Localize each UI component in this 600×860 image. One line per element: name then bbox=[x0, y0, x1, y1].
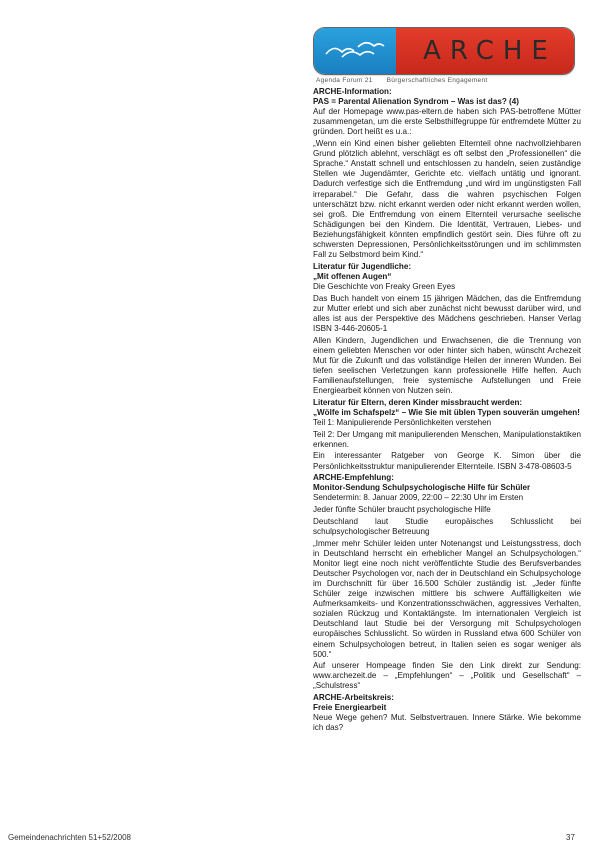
logo-blue-panel bbox=[314, 28, 396, 74]
section-heading: Monitor-Sendung Schulpsychologische Hilfe für Schüler bbox=[313, 483, 531, 493]
paragraph: Jeder fünfte Schüler braucht psychologische Hilfe bbox=[313, 505, 491, 515]
paragraph: „Wenn ein Kind einen bisher geliebten Elternteil ohne nachvollziehbaren Grund plötzlich ablehnt, verschlägt es oft selbst den „Professionellen“ die Sprache.“ Anstatt schnell und entschlossen zu handeln, seien zuständige Stellen wie Jugendämter, Gerichte etc. vielfach untätig und ignorant. Dadurch verfestige sich die Entfremdung „und wird im ungünstigsten Fall irreparabel.“ Die Gefahr, dass die wahren psychischen Folgen unterschätzt bzw. nicht erkannt werden oder nicht erkannt werden wollen, sei groß. Die Entfremdung von einem Elternteil verursache seelische Schädigungen bei den Kindern. Die Identität, Vertrauen, Liebes- und Beziehungsfähigkeit könnten empfindlich gestört sein. Dies führe oft zu schwersten Depressionen, Persönlichkeitsstörungen und im schlimmsten Fall zu Selbstmord beim Kind.“ bbox=[313, 139, 581, 260]
arche-logo bbox=[313, 27, 575, 75]
section-heading: ARCHE-Arbeitskreis: bbox=[313, 693, 394, 703]
paragraph: „Immer mehr Schüler leiden unter Notenangst und Leistungsstress, doch in Deutschland herrscht ein erheblicher Mangel an Schulpsychologen.“ Monitor liegt eine noch nicht veröffentlichte Studie des Berufsverbandes Deutscher Psychologen vor, nach der in Deutschland ein Schulpsychologe im Durchschnitt für über 16.500 Schüler zuständig ist. „Jeder fünfte Schüler zeige inzwischen mittlere bis schwere Auffälligkeiten wie Aufmerksamkeits- und Konzentrationsschwächen, aggressives Verhalten, sozialen Rückzug und Kontaktängste. Im internationalen Vergleich ist Deutschland laut Studie bei der Versorgung mit Schulpsychologen europäisches Schlusslicht. So würden in Russland etwa 600 Schüler von einem Schulpsychologen betreut, in Italien seien es sogar weniger als 500.“ bbox=[313, 538, 581, 659]
logo-word: ARCHE bbox=[423, 36, 557, 66]
section-heading: ARCHE-Information: bbox=[313, 87, 392, 96]
section-heading: Literatur für Jugendliche: bbox=[313, 261, 412, 271]
paragraph: Ein interessanter Ratgeber von George K. Simon über die Persönlichkeitsstruktur manipulierender Elternteile. ISBN 3-478-08603-5 bbox=[313, 451, 581, 471]
section-heading: „Mit offenen Augen“ bbox=[313, 271, 392, 281]
section-heading: ARCHE-Empfehlung: bbox=[313, 473, 394, 483]
footer-publication: Gemeindenachrichten 51+52/2008 bbox=[8, 833, 131, 842]
paragraph: Sendetermin: 8. Januar 2009, 22:00 – 22:30 Uhr im Ersten bbox=[313, 493, 524, 503]
tagline-left: Agenda Forum 21 bbox=[316, 77, 373, 84]
footer-page-number: 37 bbox=[566, 833, 575, 842]
logo-tagline bbox=[316, 77, 488, 84]
paragraph: Das Buch handelt von einem 15 jährigen Mädchen, das die Entfremdung zur Mutter erlebt und sich aber zunächst nicht bewusst darüber wird, und alles ist aus der Perspektive des Mädchens geschrieben. Hanser Verlag ISBN 3-446-20605-1 bbox=[313, 293, 581, 333]
tagline-right: Bürgerschaftliches Engagement bbox=[386, 77, 488, 84]
paragraph: Die Geschichte von Freaky Green Eyes bbox=[313, 281, 456, 291]
paragraph: Teil 1: Manipulierende Persönlichkeiten verstehen bbox=[313, 417, 492, 427]
section-heading: „Wölfe im Schafspelz“ – Wie Sie mit üblen Typen souverän umgehen! bbox=[313, 407, 580, 417]
section-heading: PAS = Parental Alienation Syndrom – Was ist das? (4) bbox=[313, 97, 519, 107]
paragraph: Auf der Homepage www.pas-eltern.de haben sich PAS-betroffene Mütter zusammengetan, um die erste Selbsthilfegruppe für entfremdete Mütter zu gründen. Dort heißt es u.a.: bbox=[313, 107, 581, 137]
section-heading: Literatur für Eltern, deren Kinder missbraucht werden: bbox=[313, 397, 523, 407]
paragraph: Allen Kindern, Jugendlichen und Erwachsenen, die die Trennung von einem geliebten Menschen vor oder hinter sich haben, wünscht Archezeit Mut für die Zukunft und das vollständige Heilen der inneren Wunden. Bei tiefen seelischen Verletzungen kann professionelle Hilfe helfen. Auch Familienaufstellungen, freie systemische Aufstellungen und Freie Energiearbeit können von Nutzen sein. bbox=[313, 335, 581, 396]
article-column bbox=[313, 87, 581, 735]
section-heading: Freie Energiearbeit bbox=[313, 703, 387, 713]
paragraph: Auf unserer Hompeage finden Sie den Link direkt zur Sendung: www.archezeit.de – „Empfehlungen“ – „Politik und Gesellschaft“ – „Schulstress“ bbox=[313, 661, 581, 691]
paragraph: Neue Wege gehen? Mut. Selbstvertrauen. Innere Stärke. Wie bekomme ich das? bbox=[313, 713, 581, 733]
paragraph: Teil 2: Der Umgang mit manipulierenden Menschen, Manipulationstaktiken erkennen. bbox=[313, 429, 581, 449]
birds-icon bbox=[324, 38, 386, 62]
logo-red-panel bbox=[396, 28, 574, 74]
paragraph: Deutschland laut Studie europäisches Schlusslicht bei schulpsychologischer Betreuung bbox=[313, 516, 581, 536]
